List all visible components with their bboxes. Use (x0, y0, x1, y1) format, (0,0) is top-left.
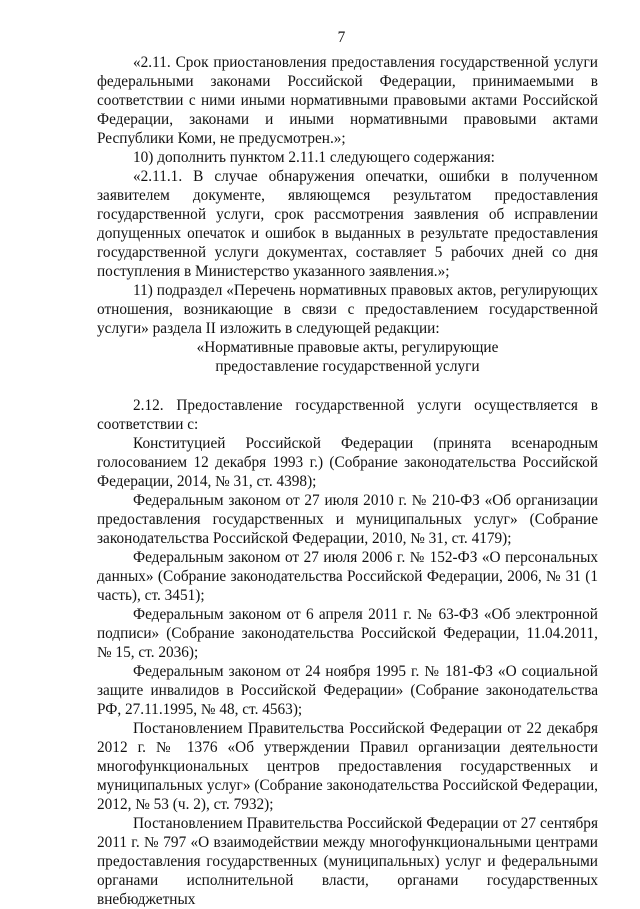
spacer (97, 376, 598, 396)
legal-act-constitution: Конституцией Российской Федерации (принята всенародным голосованием 12 декабря 1993 г.) (Собрание законодательства Российской Федерации, 2014, № 31, ст. 4398); (97, 435, 598, 490)
legal-act-210-fz: Федеральным законом от 27 июля 2010 г. № 210-ФЗ «Об организации предоставления государственных и муниципальных услуг» (Собрание законодательства Российской Федерации, 2010, № 31, ст. 4179); (97, 492, 598, 547)
legal-act-63-fz: Федеральным законом от 6 апреля 2011 г. № 63-ФЗ «Об электронной подписи» (Собрание законодательства Российской Федерации, 11.04.2011, № 15, ст. 2036); (97, 606, 598, 661)
page-number: 7 (337, 29, 346, 46)
legal-act-resolution-797: Постановлением Правительства Российской Федерации от 27 сентября 2011 г. № 797 «О взаимодействии между многофункциональными центрами предоставления государственных (муниципальных) услуг и федеральными органами исполнительной власти, органами государственных внебюджетных (97, 815, 598, 908)
subsection-heading-line-2: предоставление государственной услуги (215, 358, 480, 375)
paragraph-amendment-10: 10) дополнить пунктом 2.11.1 следующего содержания: (133, 149, 495, 166)
paragraph-2-12: 2.12. Предоставление государственной услуги осуществляется в соответствии с: (97, 397, 598, 433)
paragraph-2-11: «2.11. Срок приостановления предоставления государственной услуги федеральными законами Российской Федерации, принимаемыми в соответствии с ними иными нормативными правовыми актами Российской Федерации, законами и иными нормативными правовыми актами Республики Коми, не предусмотрен.»; (97, 54, 598, 147)
paragraph-amendment-11: 11) подраздел «Перечень нормативных правовых актов, регулирующих отношения, возникающие в связи с предоставлением государственной услуги» раздела II изложить в следующей редакции: (97, 282, 598, 337)
legal-act-152-fz: Федеральным законом от 27 июля 2006 г. № 152-ФЗ «О персональных данных» (Собрание законодательства Российской Федерации, 2006, № 31 (1 часть), ст. 3451); (97, 549, 598, 604)
paragraph-2-11-1: «2.11.1. В случае обнаружения опечатки, ошибки в полученном заявителем документе, являющемся результатом предоставления государственной услуги, срок рассмотрения заявления об исправлении допущенных опечаток и ошибок в выданных в результате предоставления государственной услуги документах, составляет 5 рабочих дней со дня поступления в Министерство указанного заявления.»; (97, 168, 598, 280)
legal-act-181-fz: Федеральным законом от 24 ноября 1995 г. № 181-ФЗ «О социальной защите инвалидов в Российской Федерации» (Собрание законодательства РФ, 27.11.1995, № 48, ст. 4563); (97, 663, 598, 718)
legal-act-resolution-1376: Постановлением Правительства Российской Федерации от 22 декабря 2012 г. № 1376 «Об утверждении Правил организации деятельности многофункциональных центров предоставления государственных и муниципальных услуг» (Собрание законодательства Российской Федерации, 2012, № 53 (ч. 2), ст. 7932); (97, 720, 598, 813)
subsection-heading-line-1: «Нормативные правовые акты, регулирующие (196, 339, 499, 356)
